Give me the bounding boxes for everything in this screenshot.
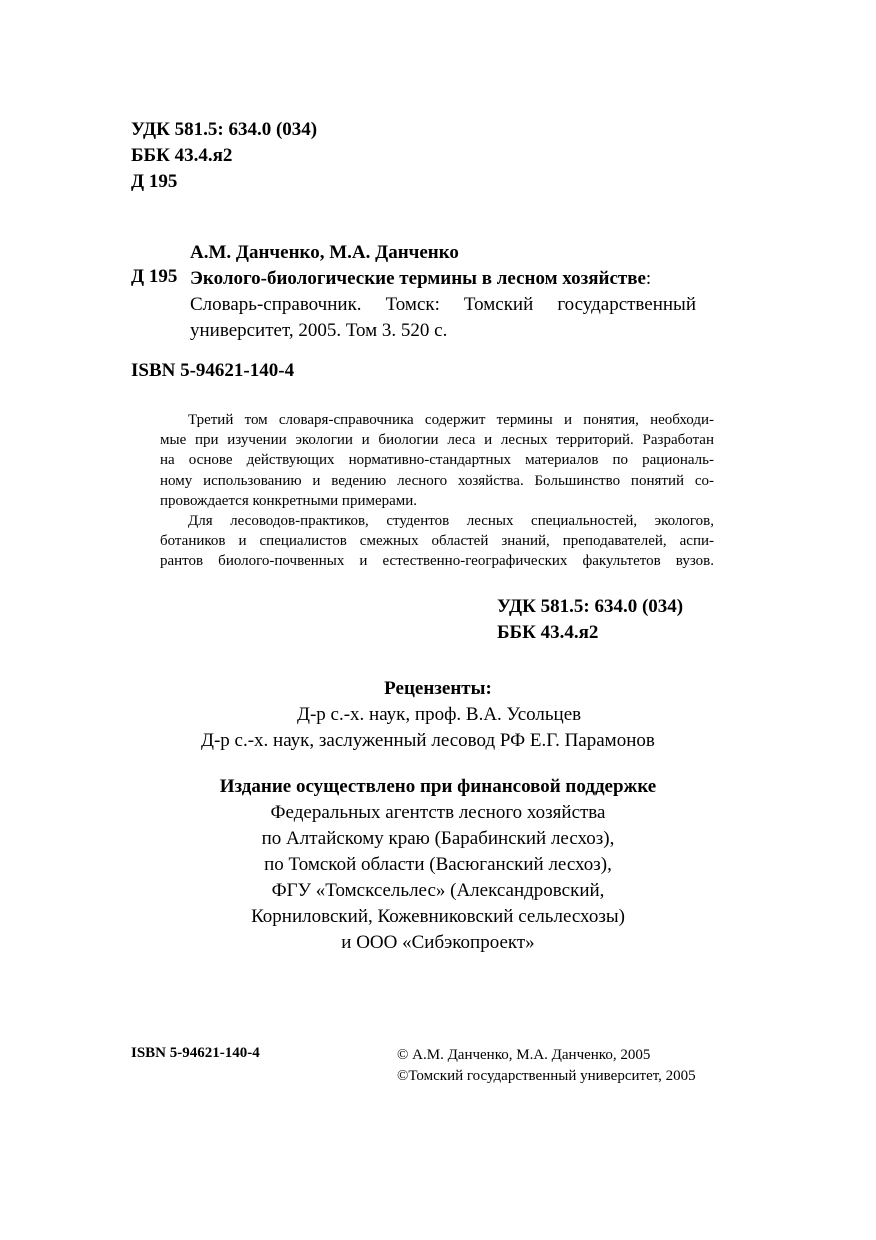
bib-author-mark: Д 195 [131,266,178,287]
funding-line: Корниловский, Кожевниковский сельлесхозы) [251,906,625,927]
annotation-line: ботаников и специалистов смежных областей знаний, преподавателей, аспи- [160,533,714,550]
annotation-line: Для лесоводов-практиков, студентов лесных специальностей, экологов, [188,513,714,530]
funding-line: ФГУ «Томсксельлес» (Александровский, [271,880,605,901]
book-title: Эколого-биологические термины в лесном хозяйстве [190,268,646,289]
funding-title: Издание осуществлено при финансовой поддержке [219,776,657,797]
classification-codes [131,117,317,195]
copyright-authors: © А.М. Данченко, М.А. Данченко, 2005 [397,1047,651,1063]
author-mark: Д 195 [131,171,178,192]
bibliographic-description [190,266,696,344]
reviewer-1: Д-р с.-х. наук, проф. В.А. Усольцев [297,704,582,725]
annotation-line: ному использованию и ведению лесного хозяйства. Большинство понятий со- [160,472,714,489]
authors: А.М. Данченко, М.А. Данченко [190,242,459,263]
annotation-line: на основе действующих нормативно-стандартных материалов по рациональ- [160,452,714,469]
funding-block [0,774,876,956]
funding-line: Федеральных агентств лесного хозяйства [270,802,606,823]
bib-line-3: университет, 2005. Том 3. 520 с. [190,320,448,341]
isbn-top: ISBN 5-94621-140-4 [131,360,295,381]
annotation-line: провождается конкретными примерами. [160,492,418,509]
annotation-line: рантов биолого-почвенных и естественно-географических факультетов вузов. [160,553,714,570]
isbn-footer: ISBN 5-94621-140-4 [131,1045,260,1061]
udk-code: УДК 581.5: 634.0 (034) [131,119,318,140]
annotation [160,410,714,572]
udk-code-right: УДК 581.5: 634.0 (034) [497,596,684,617]
classification-codes-right [497,594,683,646]
annotation-line: Третий том словаря-справочника содержит термины и понятия, необходи- [188,412,714,428]
reviewer-2: Д-р с.-х. наук, заслуженный лесовод РФ Е.Г. Парамонов [201,730,655,751]
title-colon: : [645,268,652,289]
copyright-block [397,1045,696,1087]
copyright-university: ©Томский государственный университет, 2005 [397,1068,696,1084]
reviewers-title: Рецензенты: [384,678,492,699]
bbk-code: ББК 43.4.я2 [131,145,233,166]
bib-line-2: Словарь-справочник. Томск: Томский государственный [190,294,696,315]
funding-line: по Томской области (Васюганский лесхоз), [264,854,612,875]
bbk-code-right: ББК 43.4.я2 [497,622,599,643]
funding-line: по Алтайскому краю (Барабинский лесхоз), [261,828,615,849]
annotation-line: мые при изучении экологии и биологии леса и лесных территорий. Разработан [160,432,714,449]
funding-line: и ООО «Сибэкопроект» [341,932,535,953]
